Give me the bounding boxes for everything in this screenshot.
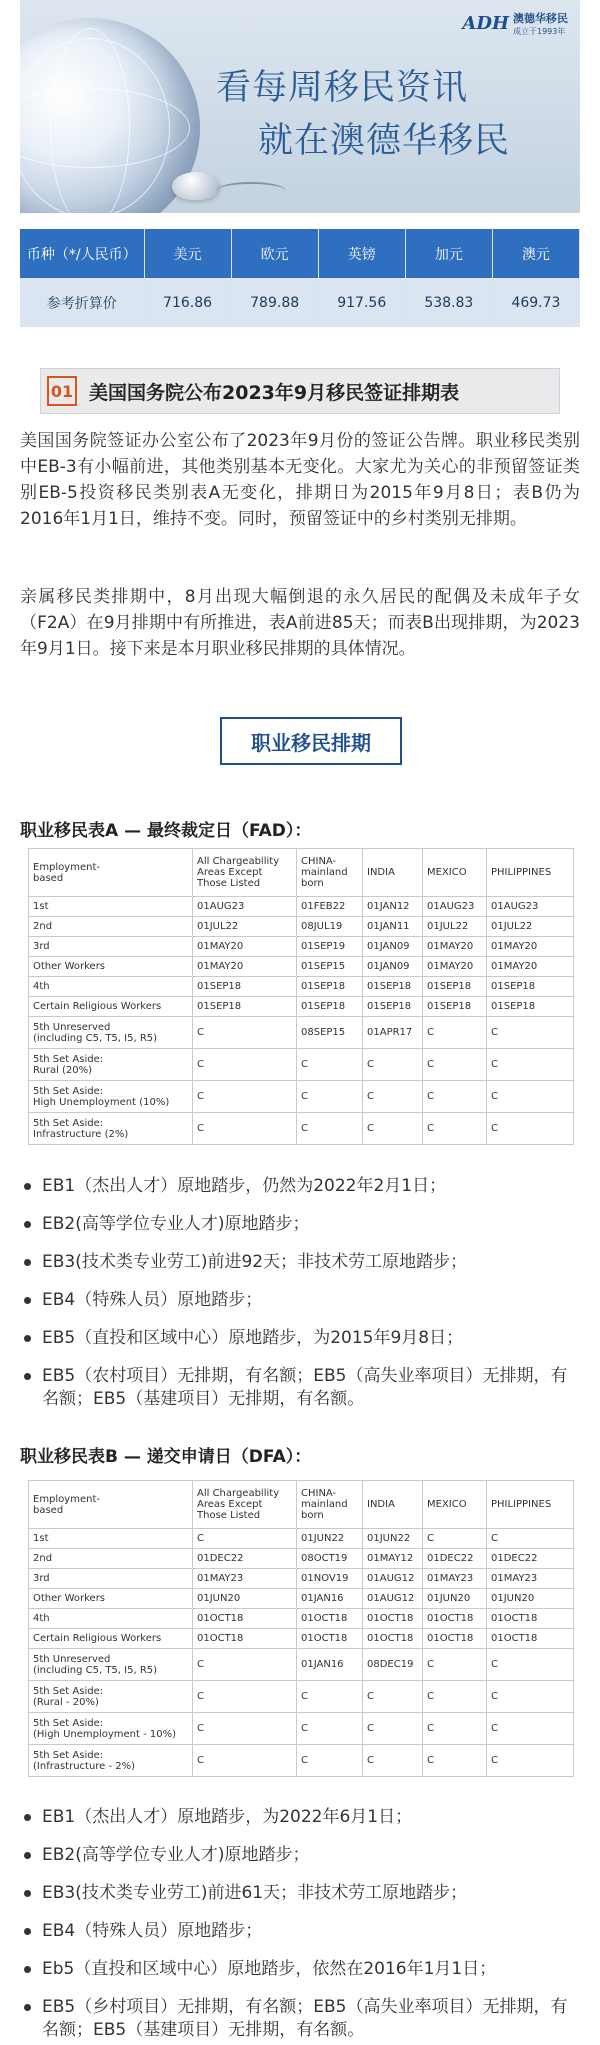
table-header-cell: PHILIPPINES bbox=[487, 849, 574, 897]
priority-date-cell: 01MAY20 bbox=[487, 957, 574, 977]
note-item: EB5（乡村项目）无排期，有名额；EB5（高失业率项目）无排期，有名额；EB5（基建项目）无排期，有名额。 bbox=[20, 1996, 580, 2042]
currency-value: 917.56 bbox=[318, 278, 405, 327]
priority-date-cell: 01OCT18 bbox=[297, 1609, 363, 1629]
priority-date-cell: C bbox=[487, 1745, 574, 1777]
note-item: EB1（杰出人才）原地踏步，仍然为2022年2月1日； bbox=[20, 1175, 580, 1198]
priority-date-cell: 08OCT19 bbox=[297, 1549, 363, 1569]
note-item: EB1（杰出人才）原地踏步，为2022年6月1日； bbox=[20, 1806, 580, 1829]
priority-date-cell: 01JUN20 bbox=[423, 1589, 487, 1609]
currency-value: 469.73 bbox=[492, 278, 579, 327]
row-category: 5th Set Aside: Infrastructure (2%) bbox=[29, 1113, 193, 1145]
priority-date-cell: C bbox=[423, 1713, 487, 1745]
priority-date-cell: 01JAN09 bbox=[363, 937, 423, 957]
row-category: 5th Set Aside: (Infrastructure - 2%) bbox=[29, 1745, 193, 1777]
priority-date-cell: 01JUN22 bbox=[297, 1529, 363, 1549]
priority-date-cell: C bbox=[363, 1681, 423, 1713]
row-category: 5th Set Aside: Rural (20%) bbox=[29, 1049, 193, 1081]
priority-date-cell: 01JUN20 bbox=[193, 1589, 297, 1609]
priority-date-cell: C bbox=[193, 1017, 297, 1049]
currency-header-row bbox=[20, 229, 580, 278]
row-category: 5th Set Aside: High Unemployment (10%) bbox=[29, 1081, 193, 1113]
note-item: EB3(技术类专业劳工)前进61天；非技术劳工原地踏步； bbox=[20, 1882, 580, 1905]
table-header-cell: Employment- based bbox=[29, 849, 193, 897]
intro-paragraph: 亲属移民类排期中，8月出现大幅倒退的永久居民的配偶及未成年子女（F2A）在9月排期中有所推进，表A前进85天；而表B出现排期，为2023年9月1日。接下来是本月职业移民排期的具体情况。 bbox=[20, 587, 580, 659]
priority-date-cell: 01SEP18 bbox=[363, 997, 423, 1017]
priority-date-cell: 01SEP18 bbox=[193, 997, 297, 1017]
priority-date-cell: C bbox=[423, 1529, 487, 1549]
priority-date-cell: C bbox=[487, 1713, 574, 1745]
row-category: 5th Set Aside: (Rural - 20%) bbox=[29, 1681, 193, 1713]
note-item: EB2(高等学位专业人才)原地踏步； bbox=[20, 1844, 580, 1867]
table-row bbox=[29, 897, 574, 917]
currency-row-label: 参考折算价 bbox=[20, 278, 144, 327]
table-row bbox=[29, 1629, 574, 1649]
table-row bbox=[29, 1081, 574, 1113]
banner-title-line1: 看每周移民资讯 bbox=[216, 68, 469, 108]
table-row bbox=[29, 1649, 574, 1681]
priority-date-cell: 01JUL22 bbox=[423, 917, 487, 937]
priority-date-cell: 01JAN12 bbox=[363, 897, 423, 917]
priority-date-cell: 01SEP18 bbox=[487, 977, 574, 997]
currency-value: 538.83 bbox=[405, 278, 492, 327]
row-category: 3rd bbox=[29, 1569, 193, 1589]
table-header-cell: Employment- based bbox=[29, 1481, 193, 1529]
table-row bbox=[29, 1745, 574, 1777]
table-row bbox=[29, 1609, 574, 1629]
priority-date-cell: C bbox=[193, 1529, 297, 1549]
priority-date-cell: 01OCT18 bbox=[487, 1609, 574, 1629]
priority-date-cell: 01SEP18 bbox=[487, 997, 574, 1017]
priority-date-cell: C bbox=[297, 1081, 363, 1113]
table-row bbox=[29, 977, 574, 997]
priority-date-cell: 01MAY20 bbox=[193, 957, 297, 977]
priority-date-cell: C bbox=[193, 1081, 297, 1113]
logo-name: 澳德华移民 bbox=[513, 12, 568, 25]
priority-date-cell: 01JUL22 bbox=[193, 917, 297, 937]
currency-header-cell: 加元 bbox=[405, 229, 492, 278]
priority-date-cell: 01SEP18 bbox=[297, 997, 363, 1017]
table-header-cell: All Chargeability Areas Except Those Listed bbox=[193, 1481, 297, 1529]
table-header-cell: MEXICO bbox=[423, 1481, 487, 1529]
priority-date-cell: C bbox=[487, 1081, 574, 1113]
priority-date-cell: 01FEB22 bbox=[297, 897, 363, 917]
row-category: Certain Religious Workers bbox=[29, 1629, 193, 1649]
table-row bbox=[29, 1049, 574, 1081]
priority-date-cell: 01AUG12 bbox=[363, 1569, 423, 1589]
priority-date-cell: 01SEP15 bbox=[297, 957, 363, 977]
row-category: 5th Set Aside: (High Unemployment - 10%) bbox=[29, 1713, 193, 1745]
priority-date-cell: 01SEP18 bbox=[297, 977, 363, 997]
priority-date-cell: 01APR17 bbox=[363, 1017, 423, 1049]
logo-sub: 成立于1993年 bbox=[513, 27, 566, 36]
table-header-cell: CHINA- mainland born bbox=[297, 1481, 363, 1529]
section-title: 美国国务院公布2023年9月移民签证排期表 bbox=[89, 381, 460, 404]
intro-paragraph: 美国国务院签证办公室公布了2023年9月份的签证公告牌。职业移民类别中EB-3有小幅前进，其他类别基本无变化。大家尤为关心的非预留签证类别EB-5投资移民类别表A无变化，排期日为2015年9月8日；表B仍为2016年1月1日，维持不变。同时，预留签证中的乡村类别无排期。 bbox=[20, 431, 580, 529]
currency-header-cell: 英镑 bbox=[318, 229, 405, 278]
note-item: EB4（特殊人员）原地踏步； bbox=[20, 1920, 580, 1943]
row-category: Certain Religious Workers bbox=[29, 997, 193, 1017]
priority-date-cell: C bbox=[193, 1681, 297, 1713]
priority-date-cell: 01MAY23 bbox=[487, 1569, 574, 1589]
priority-date-cell: 08SEP15 bbox=[297, 1017, 363, 1049]
row-category: 4th bbox=[29, 977, 193, 997]
priority-date-cell: 01MAY23 bbox=[193, 1569, 297, 1589]
row-category: Other Workers bbox=[29, 957, 193, 977]
priority-date-cell: C bbox=[193, 1745, 297, 1777]
employment-schedule-tag: 职业移民排期 bbox=[220, 717, 402, 765]
row-category: 5th Unreserved (including C5, T5, I5, R5) bbox=[29, 1017, 193, 1049]
priority-date-cell: 01AUG12 bbox=[363, 1589, 423, 1609]
priority-date-cell: 01MAY20 bbox=[487, 937, 574, 957]
currency-rate-table bbox=[20, 229, 580, 327]
row-category: 2nd bbox=[29, 917, 193, 937]
priority-date-cell: 01SEP18 bbox=[193, 977, 297, 997]
priority-date-cell: C bbox=[423, 1113, 487, 1145]
priority-date-cell: C bbox=[423, 1649, 487, 1681]
priority-date-cell: 01MAY20 bbox=[423, 957, 487, 977]
priority-date-cell: C bbox=[363, 1113, 423, 1145]
table-header-cell: PHILIPPINES bbox=[487, 1481, 574, 1529]
priority-date-cell: C bbox=[487, 1113, 574, 1145]
priority-date-cell: C bbox=[423, 1745, 487, 1777]
table-a-heading: 职业移民表A — 最终裁定日（FAD）： bbox=[20, 821, 312, 841]
note-item: EB2(高等学位专业人才)原地踏步； bbox=[20, 1213, 580, 1236]
priority-date-cell: 01MAY23 bbox=[423, 1569, 487, 1589]
computer-mouse-image bbox=[172, 172, 220, 200]
table-header-cell: INDIA bbox=[363, 849, 423, 897]
priority-date-cell: 01OCT18 bbox=[193, 1609, 297, 1629]
priority-date-cell: C bbox=[193, 1049, 297, 1081]
priority-date-cell: C bbox=[363, 1081, 423, 1113]
priority-date-cell: 01MAY12 bbox=[363, 1549, 423, 1569]
table-header-cell: CHINA- mainland born bbox=[297, 849, 363, 897]
note-item: Eb5（直投和区域中心）原地踏步，依然在2016年1月1日； bbox=[20, 1958, 580, 1981]
priority-date-cell: 01JAN16 bbox=[297, 1589, 363, 1609]
section-number: 01 bbox=[47, 376, 77, 406]
priority-date-cell: C bbox=[297, 1713, 363, 1745]
priority-date-cell: 01JAN09 bbox=[363, 957, 423, 977]
table-row bbox=[29, 1113, 574, 1145]
priority-date-cell: C bbox=[487, 1649, 574, 1681]
table-header-cell: MEXICO bbox=[423, 849, 487, 897]
table-row bbox=[29, 1681, 574, 1713]
table-row bbox=[29, 1549, 574, 1569]
priority-date-cell: 01DEC22 bbox=[423, 1549, 487, 1569]
priority-date-cell: C bbox=[423, 1681, 487, 1713]
brand-logo bbox=[462, 10, 568, 37]
table-row bbox=[29, 1569, 574, 1589]
priority-date-cell: C bbox=[487, 1681, 574, 1713]
table-a-notes bbox=[20, 1175, 580, 1426]
priority-date-cell: 01DEC22 bbox=[487, 1549, 574, 1569]
table-b-heading: 职业移民表B — 递交申请日（DFA）： bbox=[20, 1447, 312, 1467]
priority-date-cell: C bbox=[193, 1649, 297, 1681]
table-row bbox=[29, 1589, 574, 1609]
row-category: 1st bbox=[29, 1529, 193, 1549]
priority-date-cell: C bbox=[297, 1049, 363, 1081]
priority-date-cell: C bbox=[363, 1713, 423, 1745]
priority-date-cell: 08DEC19 bbox=[363, 1649, 423, 1681]
priority-date-cell: 01OCT18 bbox=[297, 1629, 363, 1649]
priority-date-cell: C bbox=[423, 1049, 487, 1081]
note-item: EB5（农村项目）无排期，有名额；EB5（高失业率项目）无排期，有名额；EB5（基建项目）无排期，有名额。 bbox=[20, 1365, 580, 1411]
table-row bbox=[29, 1529, 574, 1549]
header-banner bbox=[20, 0, 580, 213]
priority-date-cell: C bbox=[423, 1081, 487, 1113]
priority-date-cell: 01AUG23 bbox=[487, 897, 574, 917]
priority-date-cell: 01NOV19 bbox=[297, 1569, 363, 1589]
priority-date-cell: 01JAN11 bbox=[363, 917, 423, 937]
priority-date-cell: 01AUG23 bbox=[193, 897, 297, 917]
priority-date-cell: 01JUN22 bbox=[363, 1529, 423, 1549]
priority-date-cell: 01OCT18 bbox=[363, 1609, 423, 1629]
table-row bbox=[29, 997, 574, 1017]
priority-date-cell: 01OCT18 bbox=[423, 1629, 487, 1649]
section-heading bbox=[40, 368, 560, 414]
priority-date-cell: C bbox=[363, 1049, 423, 1081]
priority-date-cell: 01OCT18 bbox=[363, 1629, 423, 1649]
visa-bulletin-table-b bbox=[28, 1480, 574, 1777]
currency-value: 789.88 bbox=[231, 278, 318, 327]
priority-date-cell: C bbox=[193, 1713, 297, 1745]
priority-date-cell: 01JUL22 bbox=[487, 917, 574, 937]
priority-date-cell: 01JAN16 bbox=[297, 1649, 363, 1681]
row-category: 3rd bbox=[29, 937, 193, 957]
note-item: EB4（特殊人员）原地踏步； bbox=[20, 1289, 580, 1312]
priority-date-cell: C bbox=[193, 1113, 297, 1145]
table-b-notes bbox=[20, 1806, 580, 2045]
priority-date-cell: 01JUN20 bbox=[487, 1589, 574, 1609]
table-header-row bbox=[29, 849, 574, 897]
priority-date-cell: C bbox=[487, 1049, 574, 1081]
priority-date-cell: C bbox=[423, 1017, 487, 1049]
table-row bbox=[29, 917, 574, 937]
table-header-row bbox=[29, 1481, 574, 1529]
priority-date-cell: C bbox=[363, 1745, 423, 1777]
priority-date-cell: 01SEP18 bbox=[363, 977, 423, 997]
priority-date-cell: 01SEP19 bbox=[297, 937, 363, 957]
row-category: Other Workers bbox=[29, 1589, 193, 1609]
priority-date-cell: 01MAY20 bbox=[193, 937, 297, 957]
table-row bbox=[29, 1713, 574, 1745]
priority-date-cell: C bbox=[487, 1017, 574, 1049]
row-category: 2nd bbox=[29, 1549, 193, 1569]
note-item: EB3(技术类专业劳工)前进92天；非技术劳工原地踏步； bbox=[20, 1251, 580, 1274]
priority-date-cell: C bbox=[487, 1529, 574, 1549]
currency-header-cell: 欧元 bbox=[231, 229, 318, 278]
priority-date-cell: 01SEP18 bbox=[423, 977, 487, 997]
priority-date-cell: C bbox=[297, 1745, 363, 1777]
note-item: EB5（直投和区域中心）原地踏步，为2015年9月8日； bbox=[20, 1327, 580, 1350]
priority-date-cell: 01OCT18 bbox=[423, 1609, 487, 1629]
priority-date-cell: 01MAY20 bbox=[423, 937, 487, 957]
priority-date-cell: C bbox=[297, 1681, 363, 1713]
row-category: 1st bbox=[29, 897, 193, 917]
banner-title-line2: 就在澳德华移民 bbox=[258, 121, 511, 161]
table-header-cell: All Chargeability Areas Except Those Listed bbox=[193, 849, 297, 897]
priority-date-cell: C bbox=[297, 1113, 363, 1145]
table-header-cell: INDIA bbox=[363, 1481, 423, 1529]
currency-header-cell: 币种（*/人民币） bbox=[20, 229, 144, 278]
priority-date-cell: 08JUL19 bbox=[297, 917, 363, 937]
priority-date-cell: 01DEC22 bbox=[193, 1549, 297, 1569]
row-category: 4th bbox=[29, 1609, 193, 1629]
priority-date-cell: 01OCT18 bbox=[193, 1629, 297, 1649]
logo-mark: ADH bbox=[462, 13, 509, 34]
currency-header-cell: 澳元 bbox=[492, 229, 579, 278]
priority-date-cell: 01AUG23 bbox=[423, 897, 487, 917]
priority-date-cell: 01SEP18 bbox=[423, 997, 487, 1017]
table-row bbox=[29, 957, 574, 977]
visa-bulletin-table-a bbox=[28, 848, 574, 1145]
currency-value: 716.86 bbox=[144, 278, 231, 327]
row-category: 5th Unreserved (including C5, T5, I5, R5) bbox=[29, 1649, 193, 1681]
currency-header-cell: 美元 bbox=[144, 229, 231, 278]
currency-value-row bbox=[20, 278, 580, 327]
priority-date-cell: 01OCT18 bbox=[487, 1629, 574, 1649]
table-row bbox=[29, 1017, 574, 1049]
table-row bbox=[29, 937, 574, 957]
